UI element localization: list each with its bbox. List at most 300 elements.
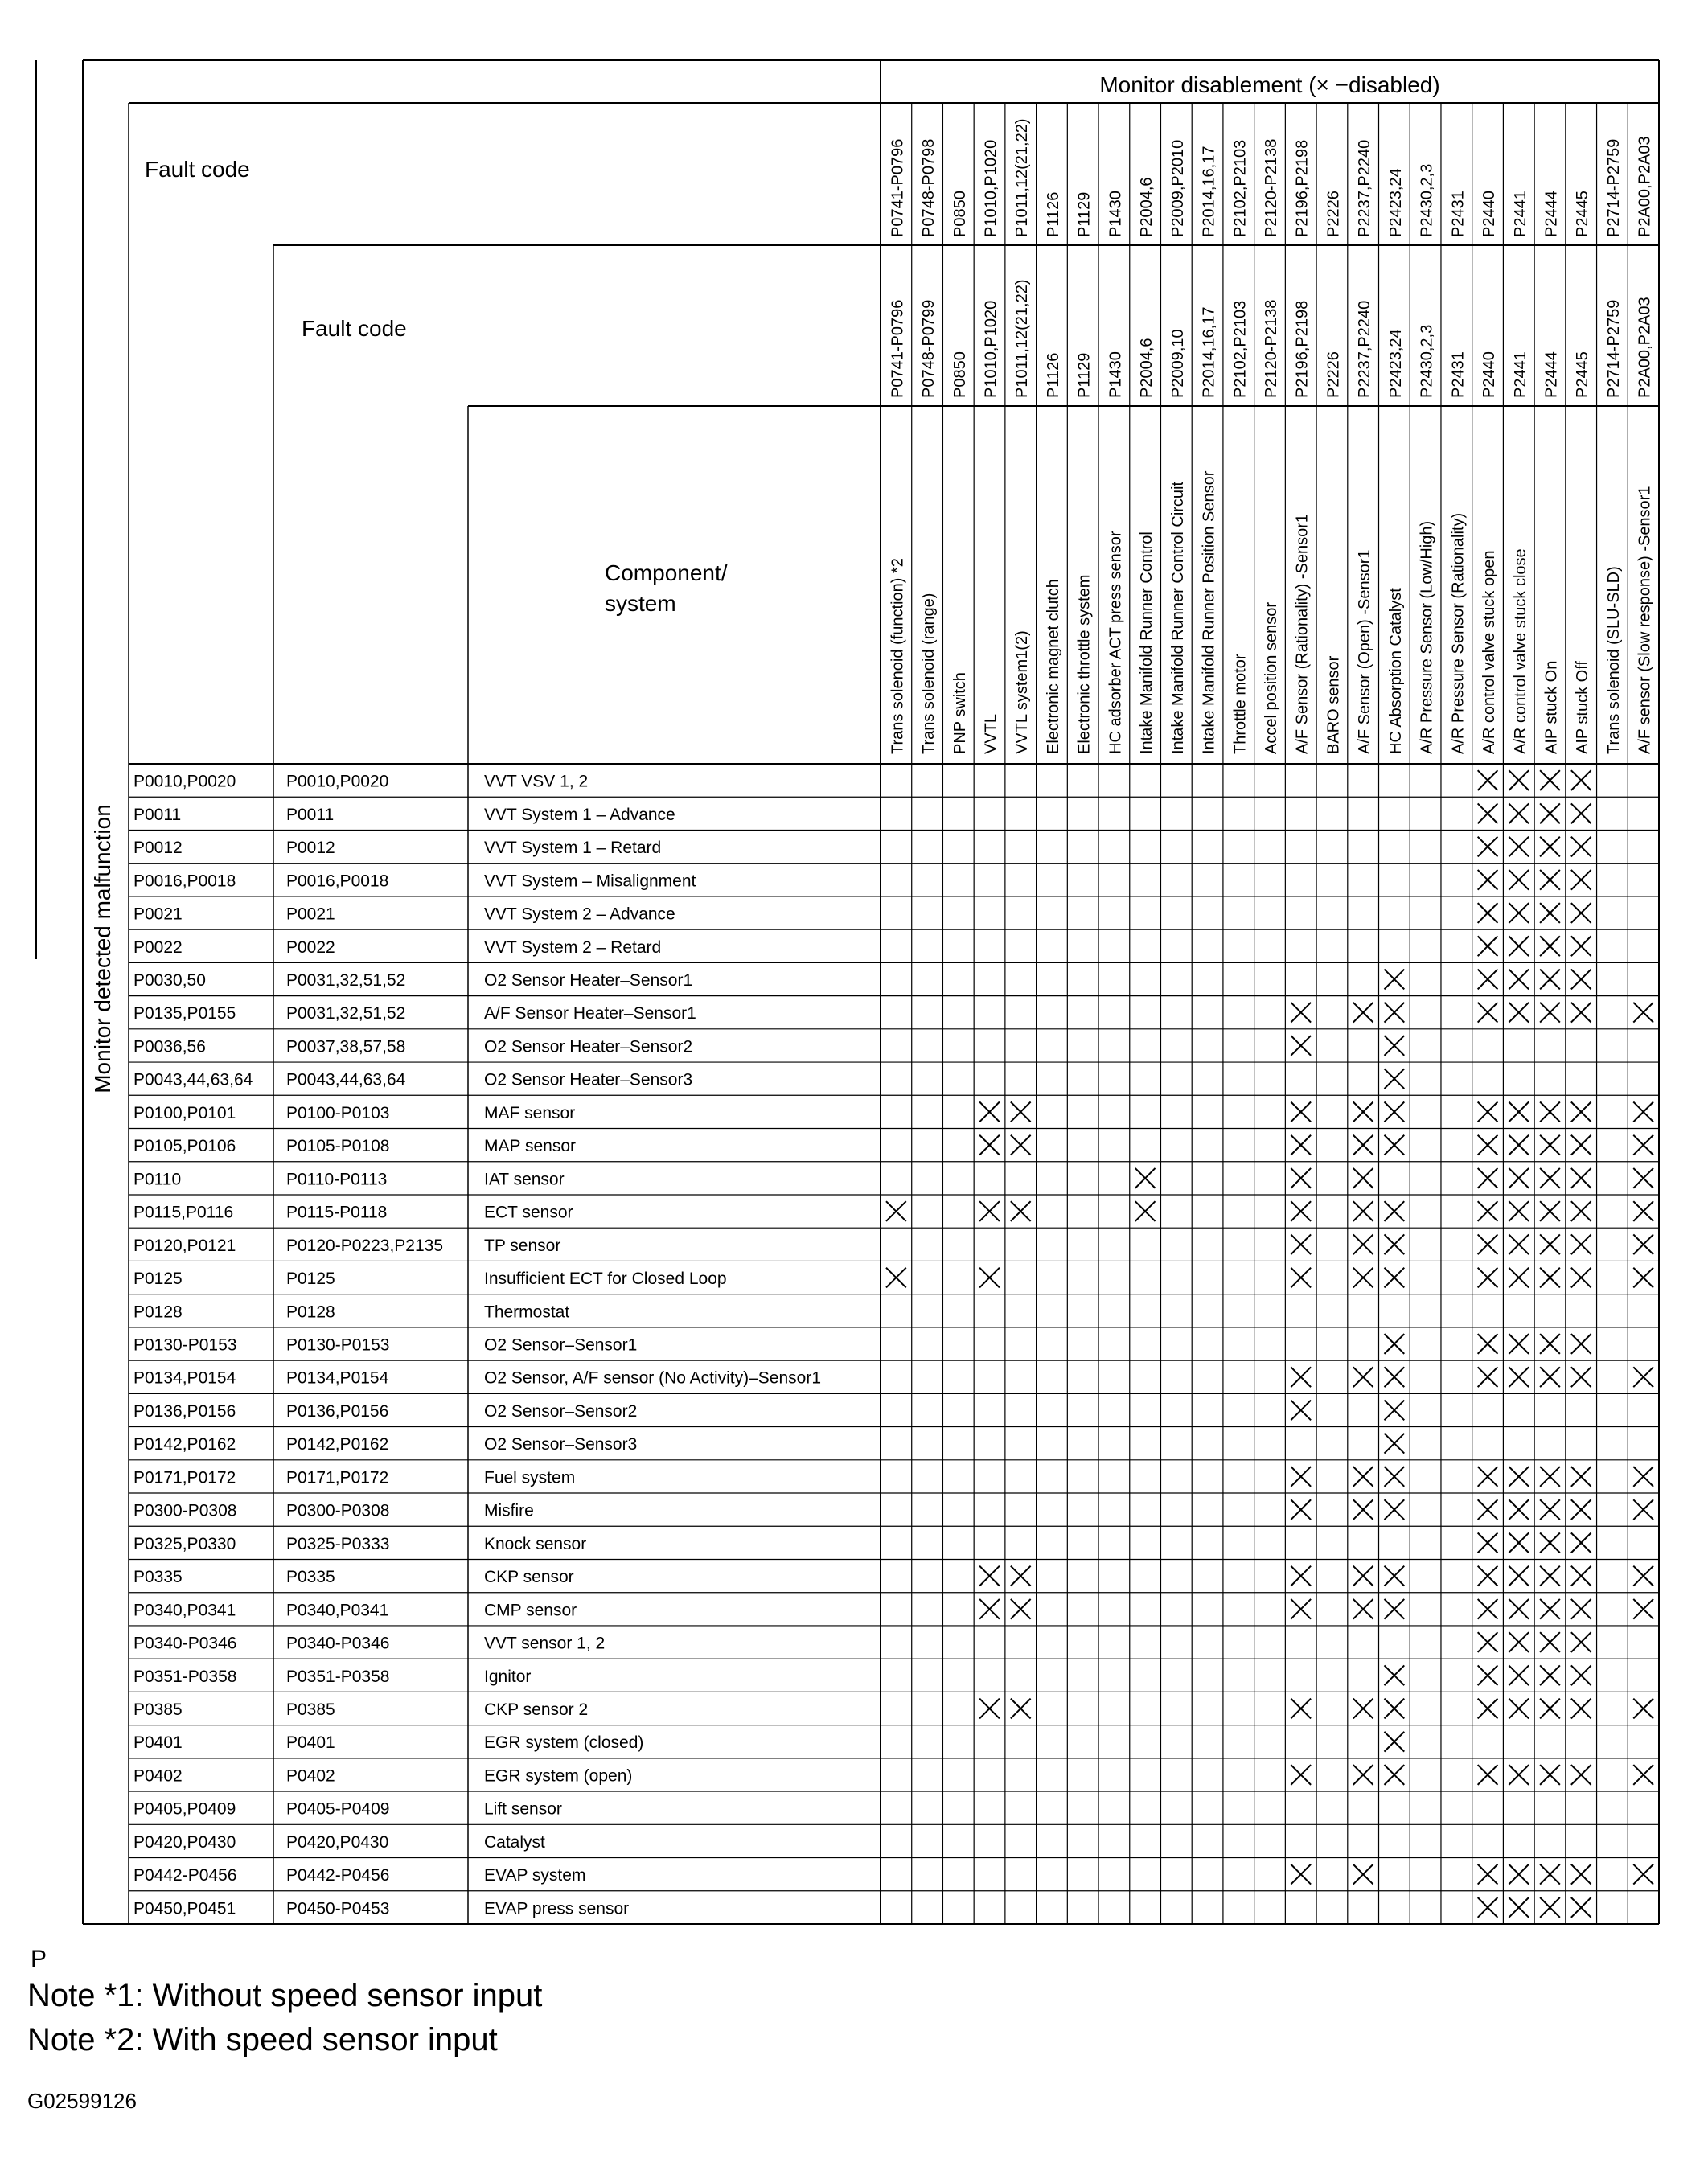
row-fault-code-2: P0130-P0153 [286, 1335, 390, 1355]
disabled-mark [1478, 1532, 1498, 1553]
column-component-name: Intake Manifold Runner Control Circuit [1168, 481, 1187, 754]
disabled-mark [886, 1201, 906, 1221]
disabled-mark [1540, 1102, 1560, 1122]
disabled-mark [1540, 1699, 1560, 1719]
row-component: O2 Sensor–Sensor2 [484, 1401, 638, 1421]
column-code-top: P2440 [1480, 191, 1499, 237]
column-component-name: AIP stuck Off [1574, 661, 1592, 754]
column-code-top: P2014,16,17 [1200, 146, 1218, 237]
disabled-mark [1540, 1467, 1560, 1487]
column-code-top: P2009,P2010 [1168, 139, 1187, 237]
row-component: EGR system (open) [484, 1766, 633, 1786]
row-component: O2 Sensor Heater–Sensor1 [484, 970, 693, 990]
header-system: system [605, 591, 676, 616]
column-code-top: P2444 [1542, 191, 1561, 237]
disabled-mark [1478, 1201, 1498, 1221]
row-fault-code-2: P0136,P0156 [286, 1401, 389, 1421]
row-fault-code-2: P0012 [286, 839, 335, 858]
disabled-mark [1478, 1665, 1498, 1685]
disabled-mark [1571, 1499, 1591, 1520]
disabled-mark [1509, 870, 1529, 890]
disabled-mark [1540, 1003, 1560, 1023]
row-fault-code-2: P0115-P0118 [286, 1203, 388, 1222]
column-code-bottom: P1011,12(21,22) [1013, 279, 1032, 398]
disabled-mark [1291, 1234, 1311, 1254]
mark-letter: P [31, 1946, 47, 1972]
column-code-top: P2226 [1324, 191, 1343, 237]
disabled-mark [1291, 1699, 1311, 1719]
row-fault-code-1: P0125 [133, 1270, 183, 1289]
disabled-mark [1509, 1467, 1529, 1487]
row-fault-code-2: P0351-P0358 [286, 1667, 390, 1686]
disabled-mark [1384, 1036, 1404, 1056]
row-component: VVT System 2 – Retard [484, 937, 662, 957]
row-fault-code-2: P0171,P0172 [286, 1468, 389, 1487]
row-component: VVT VSV 1, 2 [484, 772, 589, 791]
disabled-mark [979, 1699, 1000, 1719]
disabled-mark [1540, 1135, 1560, 1155]
row-fault-code-1: P0136,P0156 [133, 1401, 236, 1421]
column-code-bottom: P2A00,P2A03 [1636, 297, 1654, 398]
disabled-mark [1509, 770, 1529, 790]
row-component: EVAP press sensor [484, 1899, 630, 1918]
disabled-mark [1633, 1864, 1653, 1885]
disabled-mark [1384, 1401, 1404, 1421]
disabled-mark [1384, 1367, 1404, 1387]
disabled-mark [1509, 1499, 1529, 1520]
column-component-name: AIP stuck On [1542, 660, 1561, 754]
column-code-top: P0741-P0796 [889, 138, 907, 237]
disabled-mark [1353, 1234, 1373, 1254]
disabled-mark [1571, 1699, 1591, 1719]
disabled-mark [979, 1268, 1000, 1288]
disabled-mark [979, 1599, 1000, 1619]
disabled-mark [1633, 1699, 1653, 1719]
disabled-mark [1571, 1632, 1591, 1652]
column-code-bottom: P2196,P2198 [1293, 300, 1312, 398]
disabled-mark [1540, 1532, 1560, 1553]
row-fault-code-1: P0022 [133, 937, 183, 957]
column-code-top: P0850 [950, 191, 969, 237]
row-component: Fuel system [484, 1468, 576, 1487]
disabled-mark [1509, 837, 1529, 857]
column-code-bottom: P2237,P2240 [1356, 300, 1374, 398]
disabled-mark [1509, 1234, 1529, 1254]
row-fault-code-2: P0325-P0333 [286, 1534, 390, 1553]
disabled-mark [1478, 1699, 1498, 1719]
disabled-mark [1384, 1135, 1404, 1155]
disabled-mark [1540, 1334, 1560, 1354]
row-fault-code-1: P0128 [133, 1302, 183, 1322]
column-component-name: Trans solenoid (function) *2 [889, 558, 907, 754]
disabled-mark [1571, 1268, 1591, 1288]
disabled-mark [1478, 1003, 1498, 1023]
disabled-mark [1571, 1334, 1591, 1354]
column-component-name: A/F Sensor (Rationality) -Sensor1 [1293, 513, 1312, 754]
disabled-mark [1509, 1632, 1529, 1652]
column-component-name: Throttle motor [1231, 654, 1250, 754]
disabled-mark [1384, 1268, 1404, 1288]
disabled-mark [1540, 1499, 1560, 1520]
column-code-top: P1010,P1020 [982, 139, 1000, 237]
disabled-mark [1571, 1135, 1591, 1155]
disabled-mark [1571, 870, 1591, 890]
column-code-top: P2102,P2103 [1231, 139, 1250, 237]
disabled-mark [1509, 936, 1529, 956]
disabled-mark [1509, 903, 1529, 923]
disabled-mark [1478, 1632, 1498, 1652]
column-component-name: HC adsorber ACT press sensor [1107, 531, 1125, 754]
column-code-bottom: P2714-P2759 [1604, 299, 1623, 398]
column-code-top: P2445 [1574, 191, 1592, 237]
side-label-monitor-detected-malfunction: Monitor detected malfunction [90, 804, 115, 1093]
row-fault-code-2: P0043,44,63,64 [286, 1070, 406, 1089]
row-fault-code-2: P0021 [286, 905, 335, 924]
column-component-name: A/R Pressure Sensor (Rationality) [1449, 512, 1468, 754]
row-fault-code-1: P0340-P0346 [133, 1634, 237, 1653]
column-code-bottom: P0850 [950, 351, 969, 398]
note-1: Note *1: Without speed sensor input [27, 1978, 543, 2013]
column-component-name: Electronic magnet clutch [1044, 579, 1062, 754]
disabled-mark [1353, 1201, 1373, 1221]
row-component: TP sensor [484, 1236, 561, 1255]
disabled-mark [1571, 1102, 1591, 1122]
row-fault-code-1: P0110 [133, 1170, 182, 1189]
disabled-mark [1384, 1069, 1404, 1089]
row-fault-code-1: P0450,P0451 [133, 1899, 236, 1918]
row-component: Catalyst [484, 1832, 545, 1852]
row-fault-code-1: P0420,P0430 [133, 1832, 236, 1852]
row-fault-code-2: P0031,32,51,52 [286, 1004, 406, 1024]
row-component: Insufficient ECT for Closed Loop [484, 1270, 727, 1289]
disabled-mark [979, 1135, 1000, 1155]
disabled-mark [1478, 1566, 1498, 1586]
disabled-mark [1509, 1532, 1529, 1553]
disabled-mark [1353, 1599, 1373, 1619]
disabled-mark [1011, 1599, 1031, 1619]
row-component: Ignitor [484, 1667, 532, 1686]
column-component-name: Intake Manifold Runner Position Sensor [1200, 470, 1218, 754]
disabled-mark [1540, 936, 1560, 956]
header-component: Component/ [605, 560, 728, 585]
disabled-mark [1540, 1234, 1560, 1254]
column-code-bottom: P2444 [1542, 351, 1561, 398]
row-fault-code-1: P0130-P0153 [133, 1335, 237, 1355]
table-title: Monitor disablement (× −disabled) [1099, 72, 1440, 97]
column-code-bottom: P2441 [1511, 351, 1529, 398]
column-code-bottom: P1430 [1107, 351, 1125, 398]
row-component: O2 Sensor Heater–Sensor3 [484, 1070, 693, 1089]
disabled-mark [1509, 1367, 1529, 1387]
disabled-mark [1540, 770, 1560, 790]
header-fault-code-1: Fault code [145, 157, 250, 182]
column-component-name: Electronic throttle system [1075, 574, 1094, 754]
column-code-top: P2237,P2240 [1356, 139, 1374, 237]
disabled-mark [1353, 1499, 1373, 1520]
disabled-mark [1384, 1434, 1404, 1454]
disabled-mark [1540, 1897, 1560, 1918]
disabled-mark [1509, 1699, 1529, 1719]
disabled-mark [1540, 1864, 1560, 1885]
column-code-top: P1126 [1044, 191, 1062, 237]
row-component: ECT sensor [484, 1203, 573, 1222]
disabled-mark [1291, 1201, 1311, 1221]
disabled-mark [1478, 1168, 1498, 1188]
disabled-mark [1384, 970, 1404, 990]
column-code-top: P1430 [1107, 191, 1125, 237]
disabled-mark [1291, 1168, 1311, 1188]
disabled-mark [1571, 1467, 1591, 1487]
disabled-mark [1571, 1897, 1591, 1918]
disabled-mark [1571, 1665, 1591, 1685]
column-code-bottom: P2445 [1574, 351, 1592, 398]
disabled-mark [1478, 1234, 1498, 1254]
row-fault-code-2: P0016,P0018 [286, 872, 389, 891]
column-component-name: Trans solenoid (SLU-SLD) [1604, 566, 1623, 754]
row-component: IAT sensor [484, 1170, 565, 1189]
row-fault-code-2: P0300-P0308 [286, 1501, 390, 1520]
disabled-mark [1478, 936, 1498, 956]
row-fault-code-2: P0450-P0453 [286, 1899, 390, 1918]
row-fault-code-1: P0171,P0172 [133, 1468, 236, 1487]
row-component: A/F Sensor Heater–Sensor1 [484, 1004, 696, 1024]
disabled-mark [1478, 1599, 1498, 1619]
column-code-bottom: P2431 [1449, 351, 1468, 398]
disabled-mark [1291, 1566, 1311, 1586]
column-code-bottom: P1129 [1075, 352, 1094, 398]
disabled-mark [1540, 970, 1560, 990]
column-component-name: HC Absorption Catalyst [1386, 588, 1405, 754]
disabled-mark [1291, 1467, 1311, 1487]
disabled-mark [1478, 1864, 1498, 1885]
disabled-mark [1384, 1765, 1404, 1785]
disabled-mark [1291, 1102, 1311, 1122]
disabled-mark [1509, 1765, 1529, 1785]
disabled-mark [1384, 1334, 1404, 1354]
disabled-mark [1353, 1864, 1373, 1885]
row-fault-code-1: P0010,P0020 [133, 772, 236, 791]
disabled-mark [1509, 1864, 1529, 1885]
disabled-mark [1353, 1765, 1373, 1785]
note-2: Note *2: With speed sensor input [27, 2022, 498, 2057]
disabled-mark [1384, 1699, 1404, 1719]
row-fault-code-2: P0100-P0103 [286, 1103, 390, 1122]
row-component: Lift sensor [484, 1799, 562, 1819]
row-component: VVT System – Misalignment [484, 872, 696, 891]
row-fault-code-2: P0420,P0430 [286, 1832, 389, 1852]
disabled-mark [1353, 1268, 1373, 1288]
disabled-mark [1633, 1234, 1653, 1254]
disabled-mark [1633, 1201, 1653, 1221]
column-code-bottom: P2014,16,17 [1200, 306, 1218, 398]
disabled-mark [1478, 1765, 1498, 1785]
row-component: VVT System 2 – Advance [484, 905, 675, 924]
disabled-mark [1384, 1665, 1404, 1685]
row-fault-code-1: P0100,P0101 [133, 1103, 236, 1122]
column-component-name: Intake Manifold Runner Control [1138, 531, 1156, 754]
figure-id: G02599126 [27, 2089, 137, 2113]
disabled-mark [1135, 1201, 1156, 1221]
column-code-top: P1129 [1075, 191, 1094, 237]
disabled-mark [1353, 1566, 1373, 1586]
disabled-mark [1633, 1367, 1653, 1387]
disabled-mark [1540, 1765, 1560, 1785]
disabled-mark [1633, 1765, 1653, 1785]
disabled-mark [1384, 1732, 1404, 1752]
row-component: MAF sensor [484, 1103, 576, 1122]
row-fault-code-2: P0105-P0108 [286, 1137, 390, 1156]
disabled-mark [1571, 1765, 1591, 1785]
disabled-mark [1011, 1201, 1031, 1221]
disabled-mark [1384, 1599, 1404, 1619]
disabled-mark [1384, 1201, 1404, 1221]
column-code-top: P2430,2,3 [1418, 163, 1436, 237]
disabled-mark [1509, 1135, 1529, 1155]
disabled-mark [1353, 1699, 1373, 1719]
row-fault-code-2: P0011 [286, 805, 335, 824]
column-code-top: P2196,P2198 [1293, 139, 1312, 237]
disabled-mark [1633, 1168, 1653, 1188]
disabled-mark [1571, 1864, 1591, 1885]
disabled-mark [1571, 1234, 1591, 1254]
disabled-mark [1291, 1599, 1311, 1619]
row-fault-code-1: P0401 [133, 1733, 183, 1753]
row-component: O2 Sensor–Sensor3 [484, 1435, 638, 1454]
disabled-mark [1509, 1665, 1529, 1685]
row-component: CMP sensor [484, 1601, 577, 1620]
row-fault-code-2: P0402 [286, 1766, 335, 1786]
column-component-name: Trans solenoid (range) [920, 593, 938, 754]
row-component: MAP sensor [484, 1137, 576, 1156]
disabled-mark [1571, 1168, 1591, 1188]
disabled-mark [1571, 1201, 1591, 1221]
header-fault-code-2: Fault code [302, 316, 407, 341]
disabled-mark [1011, 1699, 1031, 1719]
column-component-name: A/R control valve stuck close [1511, 548, 1529, 754]
row-component: VVT System 1 – Retard [484, 839, 662, 858]
disabled-mark [1135, 1168, 1156, 1188]
disabled-mark [1509, 1599, 1529, 1619]
disabled-mark [1353, 1135, 1373, 1155]
column-component-name: PNP switch [950, 672, 969, 754]
column-code-top: P2441 [1511, 191, 1529, 237]
disabled-mark [1478, 1499, 1498, 1520]
disabled-mark [1291, 1036, 1311, 1056]
row-component: CKP sensor [484, 1568, 574, 1587]
row-fault-code-1: P0385 [133, 1700, 183, 1720]
disabled-mark [1353, 1102, 1373, 1122]
disabled-mark [1540, 1268, 1560, 1288]
row-fault-code-2: P0405-P0409 [286, 1799, 390, 1819]
row-fault-code-1: P0012 [133, 839, 183, 858]
disabled-mark [1571, 1532, 1591, 1553]
disabled-mark [1633, 1499, 1653, 1520]
row-component: EGR system (closed) [484, 1733, 644, 1753]
column-code-bottom: P2226 [1324, 351, 1343, 398]
disabled-mark [1478, 970, 1498, 990]
row-fault-code-2: P0031,32,51,52 [286, 970, 406, 990]
disabled-mark [1509, 1003, 1529, 1023]
column-code-bottom: P2102,P2103 [1231, 300, 1250, 398]
row-component: VVT System 1 – Advance [484, 805, 675, 824]
row-fault-code-1: P0405,P0409 [133, 1799, 236, 1819]
disabled-mark [1540, 837, 1560, 857]
disabled-mark [1571, 936, 1591, 956]
row-fault-code-2: P0010,P0020 [286, 772, 389, 791]
disabled-mark [1571, 803, 1591, 823]
column-code-bottom: P2004,6 [1138, 338, 1156, 398]
column-component-name: Accel position sensor [1263, 602, 1280, 754]
row-fault-code-1: P0105,P0106 [133, 1137, 236, 1156]
column-code-top: P2714-P2759 [1604, 138, 1623, 237]
disabled-mark [1540, 1632, 1560, 1652]
disabled-mark [1540, 1201, 1560, 1221]
row-fault-code-2: P0110-P0113 [286, 1170, 388, 1189]
disabled-mark [1633, 1566, 1653, 1586]
row-fault-code-1: P0325,P0330 [133, 1534, 236, 1553]
row-fault-code-1: P0134,P0154 [133, 1368, 236, 1388]
disabled-mark [1291, 1499, 1311, 1520]
column-code-bottom: P0741-P0796 [889, 299, 907, 398]
disabled-mark [1291, 1367, 1311, 1387]
disabled-mark [1478, 1367, 1498, 1387]
disabled-mark [1633, 1135, 1653, 1155]
disabled-mark [1633, 1102, 1653, 1122]
disabled-mark [1478, 803, 1498, 823]
disabled-mark [1291, 1864, 1311, 1885]
row-fault-code-1: P0402 [133, 1766, 183, 1786]
disabled-mark [1633, 1003, 1653, 1023]
row-fault-code-1: P0115,P0116 [133, 1203, 234, 1222]
disabled-mark [979, 1201, 1000, 1221]
disabled-mark [1633, 1599, 1653, 1619]
row-fault-code-2: P0142,P0162 [286, 1435, 389, 1454]
row-fault-code-1: P0442-P0456 [133, 1866, 237, 1885]
disabled-mark [1509, 1168, 1529, 1188]
disabled-mark [1478, 837, 1498, 857]
disabled-mark [1353, 1003, 1373, 1023]
disabled-mark [1291, 1003, 1311, 1023]
column-code-top: P2431 [1449, 191, 1468, 237]
disabled-mark [1540, 1367, 1560, 1387]
disabled-mark [1478, 1135, 1498, 1155]
disabled-mark [1509, 1334, 1529, 1354]
row-fault-code-1: P0351-P0358 [133, 1667, 237, 1686]
disabled-mark [1384, 1566, 1404, 1586]
disabled-mark [1571, 1566, 1591, 1586]
disabled-mark [1291, 1135, 1311, 1155]
disabled-mark [1540, 870, 1560, 890]
disabled-mark [1571, 1367, 1591, 1387]
row-fault-code-1: P0340,P0341 [133, 1601, 236, 1620]
row-component: Misfire [484, 1501, 534, 1520]
disabled-mark [1571, 970, 1591, 990]
disabled-mark [886, 1268, 906, 1288]
disabled-mark [1478, 770, 1498, 790]
disabled-mark [1540, 1665, 1560, 1685]
disabled-mark [1478, 1897, 1498, 1918]
row-fault-code-2: P0335 [286, 1568, 335, 1587]
row-fault-code-1: P0030,50 [133, 970, 206, 990]
column-component-name: A/R control valve stuck open [1480, 550, 1499, 754]
column-code-top: P1011,12(21,22) [1013, 118, 1032, 237]
row-fault-code-1: P0021 [133, 905, 183, 924]
disabled-mark [1509, 1566, 1529, 1586]
row-fault-code-1: P0011 [133, 805, 182, 824]
column-component-name: VVTL [982, 713, 1000, 754]
column-code-bottom: P0748-P0799 [920, 299, 938, 398]
disabled-mark [1353, 1168, 1373, 1188]
